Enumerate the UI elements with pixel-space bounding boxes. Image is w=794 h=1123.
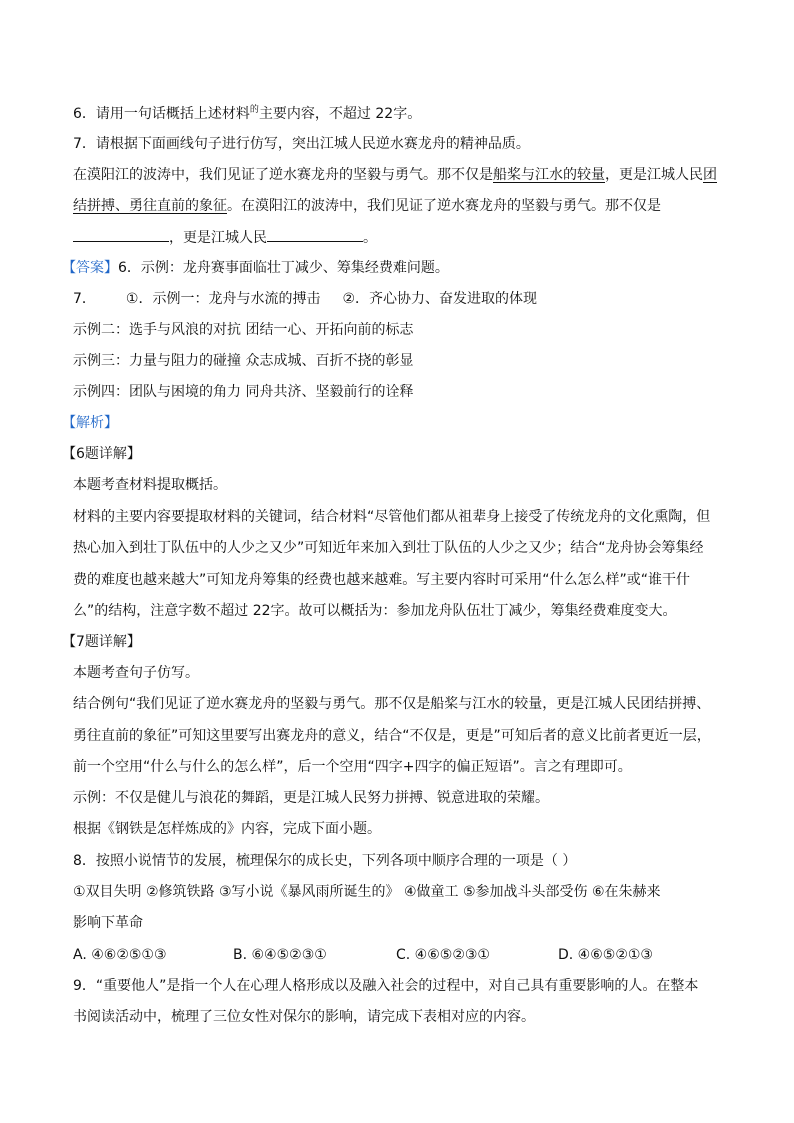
answer-line-6: 【答案】6．示例：龙舟赛事面临壮丁减少、筹集经费难问题。: [62, 260, 449, 276]
question-9-line-1: 9．“重要他人”是指一个人在心理人格形成以及融入社会的过程中，对自己具有重要影响的人。在整本: [73, 978, 699, 994]
superscript-char: 的: [249, 105, 259, 115]
detail-6-line-3: 热心加入到壮丁队伍中的人少之又少”可知近年来加入到壮丁队伍的人少之又少；结合“龙舟协会筹集经: [73, 540, 704, 556]
passage-line-2: 结拼搏、勇往直前的象征。在漠阳江的波涛中，我们见证了逆水赛龙舟的坚毅与勇气。那不仅是: [73, 198, 661, 214]
fill-blank-2[interactable]: [267, 227, 363, 242]
detail-6-line-5: 么”的结构，注意字数不超过 22字。故可以概括为：参加龙舟队伍壮丁减少，筹集经费难度变大。: [73, 603, 677, 619]
option-c[interactable]: C. ④⑥⑤②③①: [396, 947, 490, 963]
passage-line-1: 在漠阳江的波涛中，我们见证了逆水赛龙舟的坚毅与勇气。那不仅是船桨与江水的较量，更是江城人民团: [73, 167, 717, 183]
detail-6-line-1: 本题考查材料提取概括。: [73, 477, 227, 493]
detail-6-line-4: 费的难度也越来越大”可知龙舟筹集的经费也越来越难。写主要内容时可采用“什么怎么样”或“谁干什: [73, 572, 691, 588]
detail-7-line-5: 示例：不仅是健儿与浪花的舞蹈，更是江城人民努力拼搏、锐意进取的荣耀。: [73, 790, 549, 806]
example-3: 示例三：力量与阻力的碰撞 众志成城、百折不挠的彰显: [73, 353, 414, 369]
question-6: 6．请用一句话概括上述材料$^的$主要内容，不超过 22字。: [73, 105, 422, 122]
question-8-items-2: 影响下革命: [73, 915, 143, 931]
example-4: 示例四：团队与困境的角力 同舟共济、坚毅前行的诠释: [73, 384, 414, 400]
underlined-phrase: 结拼搏、勇往直前的象征: [73, 198, 227, 214]
detail-7-title: 【7题详解】: [62, 634, 141, 650]
answer-line-7: 7． ①．示例一：龙舟与水流的搏击 ②．齐心协力、奋发进取的体现: [73, 291, 538, 307]
detail-7-line-4: 前一个空用“什么与什么的怎么样”，后一个空用“四字+四字的偏正短语”。言之有理即可。: [73, 759, 632, 775]
detail-7-line-1: 本题考查句子仿写。: [73, 665, 199, 681]
option-a[interactable]: A. ④⑥②⑤①③: [73, 947, 167, 963]
example-2: 示例二：选手与风浪的对抗 团结一心、开拓向前的标志: [73, 322, 414, 338]
answer-label: 【答案】: [62, 260, 118, 276]
question-7: 7．请根据下面画线句子进行仿写，突出江城人民逆水赛龙舟的精神品质。: [73, 136, 530, 152]
question-8: 8．按照小说情节的发展，梳理保尔的成长史，下列各项中顺序合理的一项是（ ）: [73, 853, 577, 869]
underlined-phrase: 船桨与江水的较量: [493, 167, 605, 183]
question-8-items-1: ①双目失明 ②修筑铁路 ③写小说《暴风雨所诞生的》 ④做童工 ⑤参加战斗头部受伤 ⑥在朱赫来: [73, 884, 661, 900]
passage-line-3: ，更是江城人民 。: [73, 227, 377, 248]
analysis-label: 【解析】: [62, 415, 118, 431]
section-intro: 根据《钢铁是怎样炼成的》内容，完成下面小题。: [73, 821, 381, 837]
detail-6-line-2: 材料的主要内容要提取材料的关键词，结合材料“尽管他们都从祖辈身上接受了传统龙舟的文化熏陶，但: [73, 509, 711, 525]
detail-6-title: 【6题详解】: [62, 446, 141, 462]
detail-7-line-2: 结合例句“我们见证了逆水赛龙舟的坚毅与勇气。那不仅是船桨与江水的较量，更是江城人民团结拼搏、: [73, 696, 711, 712]
fill-blank-1[interactable]: [73, 227, 169, 242]
option-b[interactable]: B. ⑥④⑤②③①: [233, 947, 327, 963]
option-d[interactable]: D. ④⑥⑤②①③: [558, 947, 653, 963]
detail-7-line-3: 勇往直前的象征”可知这里要写出赛龙舟的意义，结合“不仅是，更是”可知后者的意义比前者更近一层，: [73, 728, 711, 744]
underlined-phrase: 团: [703, 167, 717, 183]
question-9-line-2: 书阅读活动中，梳理了三位女性对保尔的影响，请完成下表相对应的内容。: [73, 1009, 535, 1025]
